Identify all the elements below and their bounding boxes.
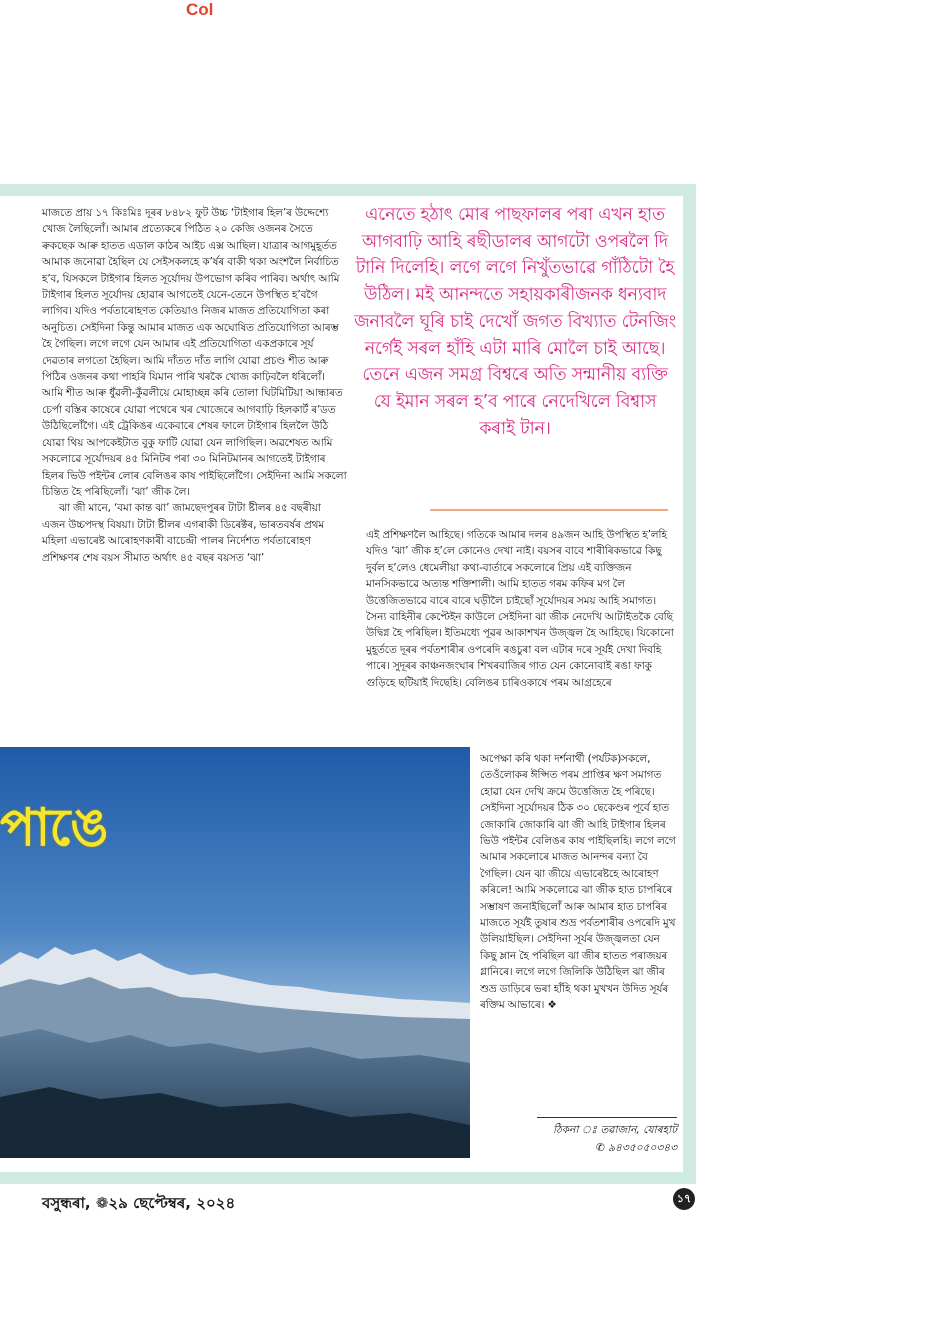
paragraph: মাজতে প্ৰায় ১৭ কিঃমিঃ দূৰৰ ৮৪৮২ ফুট উচ্চ ‘টাইগাৰ হিল’ৰ উদ্দেশ্যে খোজ লৈছিলোঁ। আমাৰ প্ৰত্যেকৰে পিঠিত ২০ কেজি ওজনৰ সৈতে ৰুকছেক আৰু হাতত এডাল কাঠৰ আইচ এক্স আছিল। যাত্ৰাৰ আগমুহূৰ্তত আমাক জনোৱা হৈছিল যে সেইসকলহে ক’ৰ্ষৰ বাকী থকা অংশলৈ নিৰ্বাচিত হ’ব, যিসকলে টাইগাৰ হিলত সূৰ্যোদয় উপভোগ কৰিব পাৰিব। অৰ্থাৎ আমি টাইগাৰ হিলত সূৰ্যোদয় হোৱাৰ আগতেই যেনে-তেনে উপস্থিত হ’বগৈ লাগিব। যদিও পৰ্বতাৰোহণত কেতিয়াও নিজৰ মাজত প্ৰতিযোগিতা কৰা অনুচিত। সেইদিনা কিন্তু আমাৰ মাজত এক অঘোষিত প্ৰতিযোগিতা আৰম্ভ হৈ গৈছিল। লগে লগে যেন আমাৰ এই প্ৰতিযোগিতা একপ্ৰকাৰে সূৰ্য দেৱতাৰ লগতো হৈছিল। আমি দাঁতত দাঁত লাগি যোৱা প্ৰচণ্ড শীত আৰু পিঠিৰ ওজনৰ কথা পাহৰি যিমান পাৰি খৰকৈ খোজ কাঢ়িবলৈ ধৰিলোঁ। আমি শীত আৰু ধুঁৱলী-কুঁৱলীয়ে মোহাচ্ছন্ন কৰি তোলা ঘিটমিটিয়া আন্ধাৰত চেৰ্পা বস্তিৰ কাষেৰে যোৱা পথেৰে খৰ খোজেৰে আগবাঢ়ি হিলকাৰ্ট ৰ’ডত উঠিছিলোঁগৈ। এই ট্ৰেকিঙৰ একেবাৰে শেষৰ ফালে টাইগাৰ হিললৈ উঠি যোৱা থিয় আপকেইটাত বুকু ফাটি যোৱা যেন লাগিছিল। অৱশেষত আমি সকলোৱে সূৰ্যোদয়ৰ ৪৫ মিনিটৰ পৰা ৩০ মিনিটমানৰ আগতেই টাইগাৰ হিলৰ ভিউ পইন্টৰ লোৰ বেলিঙৰ কাষ পাইছিলোঁগৈ। সেইদিনা আমি সকলো চিন্তিত হৈ পৰিছিলোঁ। ‘ঝা’ জীক লৈ। (42, 207, 347, 498)
paragraph: ঝা জী মানে, ‘বমা কান্ত ঝা’ জামছেদপুৰৰ টাটা ষ্টীলৰ ৪৫ বছৰীয়া এজন উচ্চপদস্থ বিষয়া। টাটা ষ্টীলৰ এগৰাকী ডিৰেক্টৰ, ভাৰতবৰ্ষৰ প্ৰথম মহিলা এভাৰেষ্ট আৰোহণকাৰী বাচেন্দ্ৰী পালৰ নিৰ্দেশত পৰ্বতাৰোহণ প্ৰশিক্ষণৰ শেষ বয়স সীমাত অৰ্থাৎ ৪৫ বছৰ বয়সত ‘ঝা’ (42, 502, 325, 564)
signature-rule (537, 1117, 677, 1118)
author-phone: ✆ ৯৪৩৫০৫০৩৪৩ (595, 1142, 677, 1154)
article-column-2 (366, 527, 678, 691)
pull-quote-rule (430, 509, 668, 511)
section-tag: Col (186, 0, 214, 19)
article-column-1 (42, 205, 347, 566)
paragraph: এই প্ৰশিক্ষণলৈ আহিছে। গতিকে আমাৰ দলৰ ৪৯জন আহি উপস্থিত হ’লহি যদিও ‘ঝা’ জীক হ’লে কোনেও দেখা নাই। বয়সৰ বাবে শাৰীৰিকভাৱে কিছু দুৰ্বল হ’লেও ধেমেলীয়া কথা-বাৰ্তাৰে সকলোৰে প্ৰিয় এই ব্যক্তিজন মানসিকভাৱে অত্যন্ত শক্তিশালী। আমি হাতত গৰম কফিৰ মগ লৈ উত্তেজিতভাৱে বাৰে বাৰে ঘড়ীলৈ চাইছোঁ সূৰ্যোদয়ৰ সময় আহি সমাগত। সৈন্য বাহিনীৰ কেপ্টেইন কাউলে সেইদিনা ঝা জীক নেদেখি আটাইতকৈ বেছি উদ্বিগ্ন হৈ পৰিছিল। ইতিমধ্যে পূৱৰ আকাশখন উজ্জ্বল হৈ আহিছে। যিকোনো মুহূৰ্ততে দূৰৰ পৰ্বতশাৰীৰ ওপৰেদি ৰঙচুৰা বল এটাৰ দৰে সূৰ্যই দেখা দিবহি পাৰে। সুদূৰৰ কাঞ্চনজংঘাৰ শিখৰবাজিৰ গাত যেন কোনোবাই ৰঙা ফাকু গুড়িহে ছটিয়াই দিছেহি। বেলিঙৰ চাৰিওকাষে পৰম আগ্ৰহেৰে (366, 529, 674, 689)
paragraph: অপেক্ষা কৰি থকা দৰ্শনাৰ্থী (পৰ্যটক)সকলে, তেওঁলোকৰ ঈপ্সিত পৰম প্ৰাপ্তিৰ ক্ষণ সমাগত হোৱা যেন দেখি ক্ৰমে উত্তেজিত হৈ পৰিছে। সেইদিনা সূৰ্যোদয়ৰ ঠিক ৩০ ছেকেণ্ডৰ পূৰ্বে হাত জোকাৰি জোকাৰি ঝা জী আহি টাইগাৰ হিলৰ ভিউ পইন্টৰ বেলিঙৰ কাষ পাইছিলহি। লগে লগে আমাৰ সকলোৰে মাজত আনন্দৰ বন্যা বৈ গৈছিল। যেন ঝা জীয়ে এভাৰেষ্টহে আৰোহণ কৰিলে! আমি সকলোৱে ঝা জীক হাত চাপৰিৰে সম্ভাষণ জনাইছিলোঁ আৰু আমাৰ হাত চাপৰিৰ মাজতে সূৰ্যই তুষাৰ শুভ্ৰ পৰ্বতশাৰীৰ ওপৰেদি মুখ উলিয়াইছিল। সেইদিনা সূৰ্যৰ উজ্জ্বলতা যেন কিছু ম্লান হৈ পৰিছিল ঝা জীৰ হাতত পৰাজয়ৰ গ্লানিৰে। লগে লগে জিলিকি উঠিছিল ঝা জীৰ শুভ্ৰ ডাড়িৰে ভৰা হাঁহি থকা মুখখন উদিত সূৰ্যৰ ৰক্তিম আভাৰে। ❖ (480, 753, 676, 1012)
page-number: ১৭ (673, 1188, 695, 1210)
pull-quote: এনেতে হঠাৎ মোৰ পাছফালৰ পৰা এখন হাত আগবাঢ়ি আহি ৰছীডালৰ আগটো ওপৰলৈ দি টানি দিলেহি। লগে লগে নিখুঁতভাৱে গাঁঠিটো হৈ উঠিল। মই আনন্দতে সহায়কাৰীজনক ধন্যবাদ জনাবলৈ ঘূৰি চাই দেখোঁ জগত বিখ্যাত টেনজিং নৰ্গেই সৰল হাঁহি এটা মাৰি মোলৈ চাই আছে। তেনে এজন সমগ্ৰ বিশ্বৰে অতি সন্মানীয় ব্যক্তি যে ইমান সৰল হ’ব পাৰে নেদেখিলে বিশ্বাস কৰাই টান। (354, 205, 676, 439)
article-column-3 (480, 751, 678, 1014)
author-address: ঠিকনা ঃ তৱাজান, যোৰহাট (552, 1124, 677, 1136)
footer-text: বসুন্ধৰা, ❁২৯ ছেপ্টেম্বৰ, ২০২৪ (42, 1194, 236, 1212)
photo-title: পাঙে (0, 798, 108, 858)
